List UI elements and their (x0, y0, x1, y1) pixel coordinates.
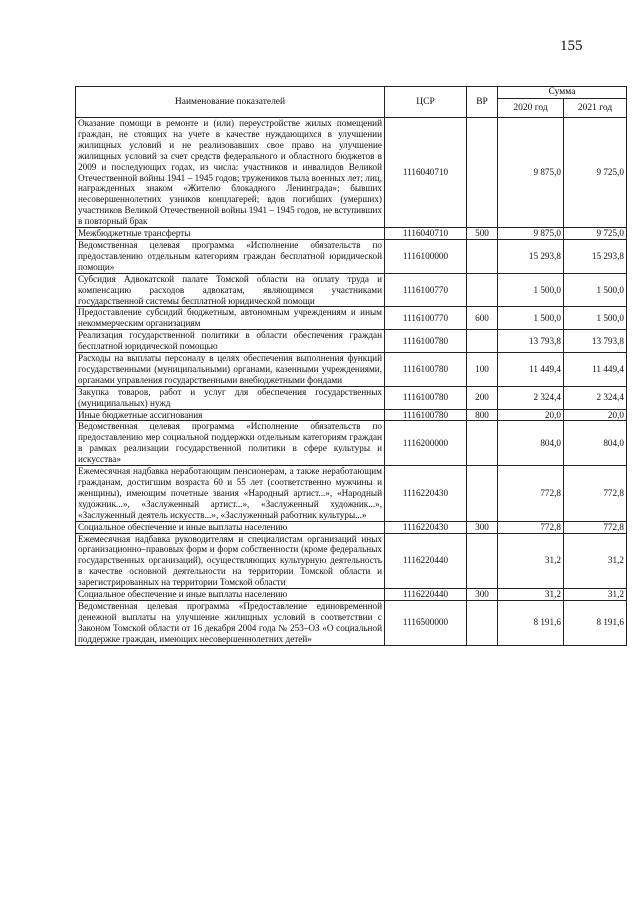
row-vr-cell (467, 421, 498, 466)
row-vr-cell: 500 (467, 228, 498, 240)
row-2021-cell: 11 449,4 (564, 353, 627, 387)
row-csr-cell: 1116220440 (385, 589, 467, 601)
row-name-cell: Ежемесячная надбавка неработающим пенсионерам, а также неработающим гражданам, достигшим возраста 60 и 55 лет (соответственно мужчины и женщины), имеющим почетные звания «Народный артист...», «Народный художник...», «Заслуженный артист...», «Заслуженный художник...», «Заслуженный деятель искусств...», «Заслуженный работник культуры...» (76, 466, 385, 522)
row-2020-cell: 8 191,6 (498, 600, 564, 645)
row-2021-cell: 13 793,8 (564, 330, 627, 353)
row-vr-cell (467, 533, 498, 589)
row-vr-cell (467, 118, 498, 228)
row-name-cell: Реализация государственной политики в области обеспечения граждан бесплатной юридической помощью (76, 330, 385, 353)
row-csr-cell: 1116100770 (385, 273, 467, 307)
row-vr-cell: 300 (467, 521, 498, 533)
row-vr-cell: 300 (467, 589, 498, 601)
row-name-cell: Ведомственная целевая программа «Предоставление единовременной денежной выплаты на улучшение жилищных условий в соответствии с Законом Томской области от 16 декабря 2004 года № 253–ОЗ «О социальной поддержке граждан, имеющих несовершеннолетних детей» (76, 600, 385, 645)
row-2021-cell: 31,2 (564, 589, 627, 601)
table-row (76, 589, 627, 601)
row-2020-cell: 11 449,4 (498, 353, 564, 387)
row-csr-cell: 1116040710 (385, 118, 467, 228)
row-2021-cell: 15 293,8 (564, 239, 627, 273)
row-name-cell: Расходы на выплаты персоналу в целях обеспечения выполнения функций государственными (муниципальными) органами, казенными учреждениями, органами управления государственными внебюджетными фондами (76, 353, 385, 387)
header-name: Наименование показателей (76, 87, 385, 118)
row-2021-cell: 9 725,0 (564, 118, 627, 228)
table-row (76, 386, 627, 409)
row-name-cell: Социальное обеспечение и иные выплаты населению (76, 589, 385, 601)
row-csr-cell: 1116500000 (385, 600, 467, 645)
table-row (76, 353, 627, 387)
table-row (76, 307, 627, 330)
row-2020-cell: 13 793,8 (498, 330, 564, 353)
table-row (76, 273, 627, 307)
row-name-cell: Межбюджетные трансферты (76, 228, 385, 240)
table-row (76, 228, 627, 240)
row-2021-cell: 772,8 (564, 466, 627, 522)
row-vr-cell (467, 600, 498, 645)
row-vr-cell (467, 330, 498, 353)
header-year-2021: 2021 год (564, 99, 627, 118)
row-csr-cell: 1116040710 (385, 228, 467, 240)
row-name-cell: Социальное обеспечение и иные выплаты населению (76, 521, 385, 533)
row-2020-cell: 15 293,8 (498, 239, 564, 273)
row-name-cell: Ежемесячная надбавка руководителям и специалистам организаций иных организационно–правовых форм и форм собственности (кроме федеральных государственных организаций), осуществляющих культурную деятельность в качестве основной деятельности на территории Томской области и зарегистрированных на территории Томской области (76, 533, 385, 589)
row-name-cell: Субсидия Адвокатской палате Томской области на оплату труда и компенсацию расходов адвокатам, являющимся участниками государственной системы бесплатной юридической помощи (76, 273, 385, 307)
row-vr-cell: 600 (467, 307, 498, 330)
row-2021-cell: 8 191,6 (564, 600, 627, 645)
row-2020-cell: 31,2 (498, 533, 564, 589)
row-vr-cell (467, 239, 498, 273)
row-2020-cell: 31,2 (498, 589, 564, 601)
header-vr: ВР (467, 87, 498, 118)
row-csr-cell: 1116100780 (385, 330, 467, 353)
row-name-cell: Предоставление субсидий бюджетным, автономным учреждениям и иным некоммерческим организациям (76, 307, 385, 330)
row-2020-cell: 2 324,4 (498, 386, 564, 409)
row-2020-cell: 9 875,0 (498, 228, 564, 240)
row-vr-cell (467, 466, 498, 522)
row-csr-cell: 1116100780 (385, 409, 467, 421)
table-row (76, 118, 627, 228)
table-row (76, 239, 627, 273)
budget-table (75, 86, 627, 646)
row-2020-cell: 1 500,0 (498, 273, 564, 307)
row-vr-cell: 100 (467, 353, 498, 387)
row-2020-cell: 20,0 (498, 409, 564, 421)
row-2021-cell: 1 500,0 (564, 273, 627, 307)
row-2021-cell: 9 725,0 (564, 228, 627, 240)
table-row (76, 421, 627, 466)
row-vr-cell: 200 (467, 386, 498, 409)
row-vr-cell: 800 (467, 409, 498, 421)
page-number: 155 (560, 38, 583, 54)
table-row (76, 409, 627, 421)
row-csr-cell: 1116100770 (385, 307, 467, 330)
table-row (76, 466, 627, 522)
row-2021-cell: 1 500,0 (564, 307, 627, 330)
table-row (76, 600, 627, 645)
row-csr-cell: 1116200000 (385, 421, 467, 466)
row-name-cell: Ведомственная целевая программа «Исполнение обязательств по предоставлению отдельным категориям граждан бесплатной юридической помощи» (76, 239, 385, 273)
row-csr-cell: 1116100780 (385, 386, 467, 409)
row-2021-cell: 20,0 (564, 409, 627, 421)
row-name-cell: Иные бюджетные ассигнования (76, 409, 385, 421)
row-name-cell: Закупка товаров, работ и услуг для обеспечения государственных (муниципальных) нужд (76, 386, 385, 409)
header-sum: Сумма (498, 87, 627, 99)
row-csr-cell: 1116100780 (385, 353, 467, 387)
header-year-2020: 2020 год (498, 99, 564, 118)
table-row (76, 330, 627, 353)
row-2020-cell: 9 875,0 (498, 118, 564, 228)
row-csr-cell: 1116220440 (385, 533, 467, 589)
row-vr-cell (467, 273, 498, 307)
header-csr: ЦСР (385, 87, 467, 118)
row-2021-cell: 772,8 (564, 521, 627, 533)
row-2020-cell: 1 500,0 (498, 307, 564, 330)
row-2021-cell: 31,2 (564, 533, 627, 589)
row-name-cell: Ведомственная целевая программа «Исполнение обязательств по предоставлению мер социальной поддержки отдельным категориям граждан в рамках реализации государственной политики в сфере культуры и искусства» (76, 421, 385, 466)
row-2021-cell: 2 324,4 (564, 386, 627, 409)
row-2020-cell: 804,0 (498, 421, 564, 466)
row-2021-cell: 804,0 (564, 421, 627, 466)
row-csr-cell: 1116220430 (385, 466, 467, 522)
row-2020-cell: 772,8 (498, 521, 564, 533)
row-2020-cell: 772,8 (498, 466, 564, 522)
table-row (76, 521, 627, 533)
row-name-cell: Оказание помощи в ремонте и (или) переустройстве жилых помещений граждан, не стоящих на учете в качестве нуждающихся в улучшении жилищных условий и не реализовавших свое право на улучшение жилищных условий за счет средств федерального и областного бюджетов в 2009 и последующих годах, из числа: участников и инвалидов Великой Отечественной войны 1941 – 1945 годов; тружеников тыла военных лет; лиц, награжденных знаком «Жителю блокадного Ленинграда»; бывших несовершеннолетних узников концлагерей; вдов погибших (умерших) участников Великой Отечественной войны 1941 – 1945 годов, не вступивших в повторный брак (76, 118, 385, 228)
row-csr-cell: 1116220430 (385, 521, 467, 533)
row-csr-cell: 1116100000 (385, 239, 467, 273)
table-row (76, 533, 627, 589)
